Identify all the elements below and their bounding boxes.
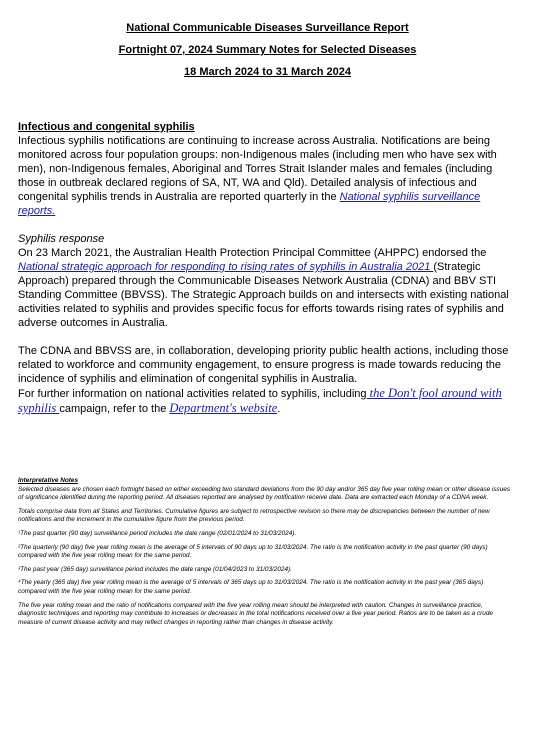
report-subtitle: Fortnight 07, 2024 Summary Notes for Selected Diseases [118, 44, 417, 56]
intro-text: Infectious syphilis notifications are continuing to increase across Australia. Notifications are being monitored across four population groups: non-Indigenous males (including men who have sex with men), non-Indigenous females, Aboriginal and Torres Strait Islander males and females (including those in outbreak declared regions of SA, NT, WA and Qld). Detailed analysis of infectious and congenital syphilis trends in Australia are reported quarterly in the [18, 135, 497, 203]
report-date-range: 18 March 2024 to 31 March 2024 [184, 66, 351, 78]
note-year-mean: ⁴The yearly (365 day) five year rolling mean is the average of 5 intervals of 365 days up to 31/03/2024. The ratio is the notification activity in the past year (365 days) compared with the five year rolling mean for the same period. [18, 579, 484, 595]
report-title: National Communicable Diseases Surveillance Report [126, 22, 409, 34]
dont-fool-around-campaign-link[interactable]: the Don't fool around with syphilis [18, 386, 502, 415]
section-title: Infectious and congenital syphilis [18, 121, 195, 133]
para4-mid-text: campaign, refer to the [59, 403, 170, 415]
strategic-approach-paragraph [18, 246, 520, 330]
strategic-approach-link[interactable]: National strategic approach for responding to rising rates of syphilis in Australia 2021 [18, 261, 434, 273]
note-caution: The five year rolling mean and the ratio of notifications compared with the five year rolling mean should be interpreted with caution. Changes in surveillance practice, diagnostic techniques and reporting may contribute to increases or decreases in the total notifications received over a five year period. Ratios are to be taken as a crude measure of current disease activity and may reflect changes in reporting rather than changes in disease activity. [18, 601, 493, 626]
notes-title: Interpretative Notes [18, 477, 79, 484]
syphilis-response-heading: Syphilis response [18, 233, 105, 245]
note-year-period: ³The past year (365 day) surveillance period includes the date range (01/04/2023 to 31/03/2024). [18, 565, 292, 573]
para4-pre-text: For further information on national activities related to syphilis, including [18, 388, 367, 400]
note-quarter-period: ¹The past quarter (90 day) surveillance period includes the date range (02/01/2024 to 31/03/2024). [18, 529, 297, 537]
department-website-link[interactable]: Department's website [169, 401, 278, 415]
further-info-paragraph [18, 386, 520, 416]
interpretative-notes [18, 477, 513, 632]
syphilis-intro-paragraph [18, 134, 520, 218]
note-selection: Selected diseases are chosen each fortnight based on either exceeding two standard deviations from the 90 day and/or 365 day five year rolling mean or other disease issues of significance identified during the reporting period. All diseases reported are analysed by notification receive date. Data are extracted each Monday of a CDNA week. [18, 485, 511, 502]
para4-end-text: . [277, 403, 281, 415]
note-totals: Totals comprise data from all States and Territories. Cumulative figures are subject to retrospective revision so there may be discrepancies between the number of new notifications and the increment in the cumulative figure from the previous period. [18, 507, 490, 524]
para2-pre-text: On 23 March 2021, the Australian Health Protection Principal Committee (AHPPC) endorsed the [18, 247, 487, 259]
priority-actions-paragraph: The CDNA and BBVSS are, in collaboration, developing priority public health actions, including those related to workforce and community engagement, to ensure progress is made towards reducing the incidence of syphilis and elimination of congenital syphilis in Australia. [18, 345, 509, 385]
para2-post-text: (Strategic Approach) prepared through the Communicable Diseases Network Australia (CDNA) and BBV STI Standing Committee (BBVSS). The Strategic Approach builds on and intersects with existing national activities related to syphilis and provides specific focus for efforts towards rising rates of syphilis and adverse outcomes in Australia. [18, 261, 509, 329]
syphilis-section [18, 120, 520, 416]
syphilis-surveillance-reports-link[interactable]: National syphilis surveillance reports. [18, 191, 481, 217]
note-quarter-mean: ²The quarterly (90 day) five year rolling mean is the average of 5 intervals of 90 days up to 31/03/2024. The ratio is the notification activity in the past quarter (90 days) compared with the five year rolling mean for the same period. [18, 543, 488, 560]
